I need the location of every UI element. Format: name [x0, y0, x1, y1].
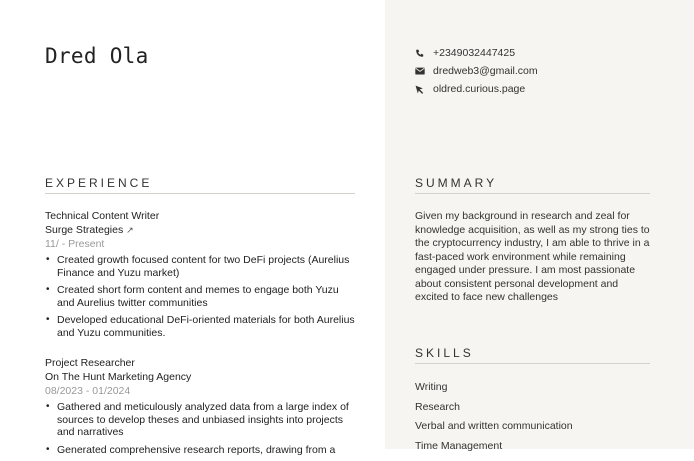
job-entry-1	[45, 209, 357, 344]
job-title: Technical Content Writer	[45, 210, 160, 222]
experience-heading: EXPERIENCE	[45, 176, 153, 190]
summary-text: Given my background in research and zeal for knowledge acquisition, as well as my strong ties to the cryptocurrency industry, I am able to thrive in a fast-paced work environment while remaining engaged under pressure. I am most passionate about consistent personal development and excited to face new challenges	[415, 210, 650, 303]
skill-item: Verbal and written communication	[415, 420, 573, 432]
skills-divider	[415, 363, 650, 364]
job-bullets	[45, 401, 357, 456]
phone-icon	[415, 49, 433, 58]
summary-heading: SUMMARY	[415, 176, 498, 190]
job-dates: 11/ - Present	[45, 238, 105, 250]
mail-icon	[415, 67, 433, 75]
website-text[interactable]: oldred.curious.page	[433, 83, 526, 95]
job-entry-2	[45, 356, 357, 461]
contact-phone[interactable]	[415, 44, 538, 62]
contact-website[interactable]	[415, 80, 538, 98]
skills-heading: SKILLS	[415, 346, 474, 360]
cursor-icon	[415, 85, 433, 94]
list-item: • Created growth focused content for two DeFi projects (Aurelius Finance and Yuzu market)	[45, 254, 357, 279]
experience-divider	[45, 193, 355, 194]
job-dates: 08/2023 - 01/2024	[45, 385, 131, 397]
phone-text[interactable]: +2349032447425	[433, 47, 516, 59]
job-bullets	[45, 254, 357, 339]
contact-info	[415, 44, 538, 98]
skill-item: Writing	[415, 381, 448, 393]
list-item: • Developed educational DeFi-oriented materials for both Aurelius and Yuzu communities.	[45, 314, 357, 339]
sidebar-column	[385, 0, 694, 452]
skill-item: Time Management	[415, 439, 503, 452]
list-item: • Generated comprehensive research reports, drawing from a	[45, 444, 357, 457]
job-company: On The Hunt Marketing Agency	[45, 371, 192, 383]
summary-divider	[415, 193, 650, 194]
job-company[interactable]	[45, 223, 357, 237]
candidate-name: Dred Ola	[45, 44, 149, 68]
skills-list	[415, 380, 573, 458]
list-item: • Created short form content and memes to engage both Yuzu and Aurelius twitter communities	[45, 284, 357, 309]
job-title: Project Researcher	[45, 357, 135, 369]
contact-email[interactable]	[415, 62, 538, 80]
skill-item: Research	[415, 400, 460, 413]
external-link-icon[interactable]: ↗	[126, 225, 134, 235]
email-text[interactable]: dredweb3@gmail.com	[433, 65, 538, 77]
list-item: • Gathered and meticulously analyzed data from a large index of sources to develop theses and unbiased insights into projects and narratives	[45, 401, 357, 439]
company-link[interactable]: Surge Strategies	[45, 224, 124, 236]
